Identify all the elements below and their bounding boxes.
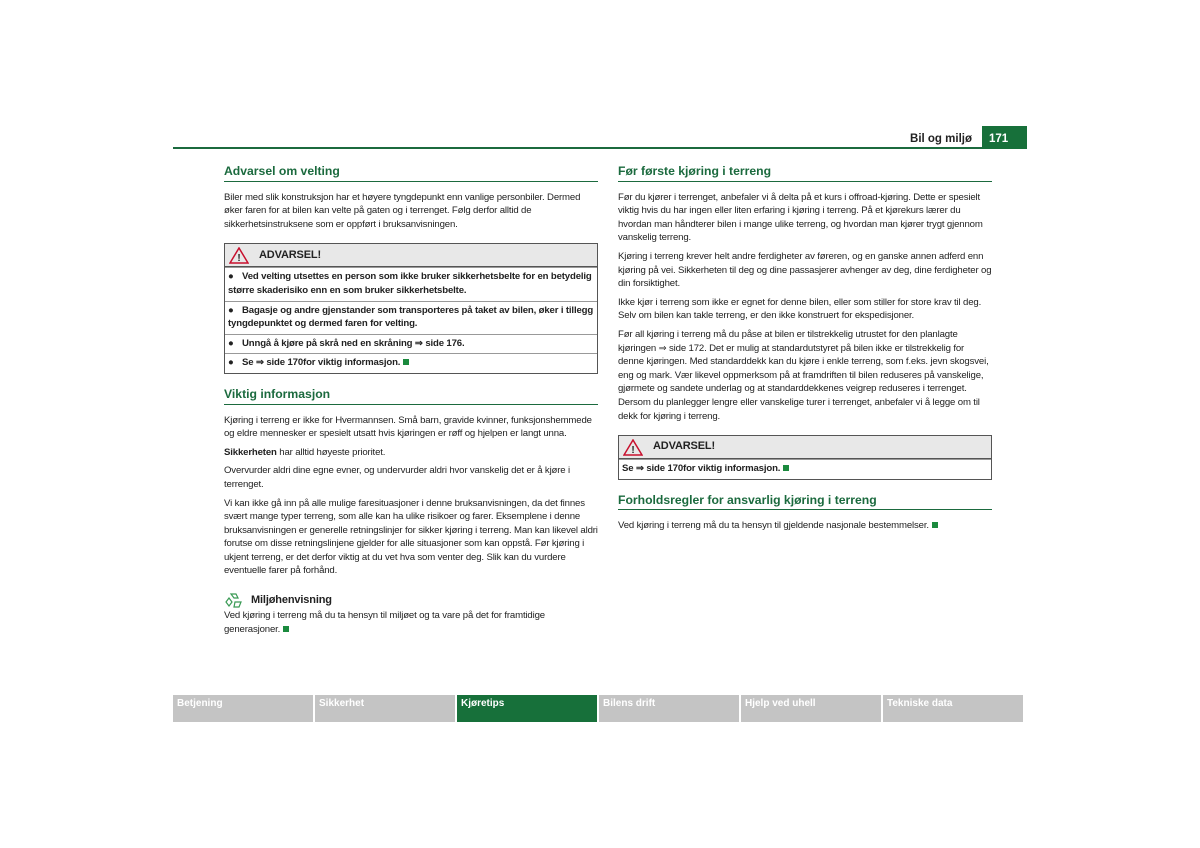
paragraph: Før all kjøring i terreng må du påse at bilen er tilstrekkelig utrustet for den planlagte kjøringen ⇒ side 172. Det er mulig at standardutstyret på bilen ikke er tilstrekkelig for denne kjøringen. Med standarddekk kan du kjøre i enkle terreng, som f.eks. jevn skogsvei, eng og mark. Vær likevel oppmerksom på at framdriften til bilen reduseres på vanskelige, gjørmete og sandete underlag og at standarddekkenes veigrep reduseres i terrenget. Dersom du planlegger lengre eller vanskelige turer i terrenget, anbefaler vi å legge om til dekk for kjøring i terreng. bbox=[618, 328, 989, 422]
chapter-tabs bbox=[173, 695, 1023, 722]
end-mark-icon bbox=[783, 465, 789, 471]
right-column bbox=[618, 165, 992, 538]
paragraph: Ved kjøring i terreng må du ta hensyn til miljøet og ta vare på det for framtidige generasjoner. bbox=[224, 610, 545, 635]
warning-title: ADVARSEL! bbox=[259, 248, 322, 261]
tab-hjelp-ved-uhell[interactable]: Hjelp ved uhell bbox=[741, 695, 881, 722]
warning-header bbox=[225, 244, 597, 267]
heading-for-forste-kjoring: Før første kjøring i terreng bbox=[618, 165, 992, 182]
warning-box bbox=[224, 243, 598, 374]
environment-note-header bbox=[224, 592, 598, 609]
heading-advarsel-om-velting: Advarsel om velting bbox=[224, 165, 598, 182]
end-mark-icon bbox=[932, 522, 938, 528]
warning-triangle-icon bbox=[623, 439, 643, 456]
tab-bilens-drift[interactable]: Bilens drift bbox=[599, 695, 739, 722]
left-column bbox=[224, 165, 598, 641]
paragraph: Kjøring i terreng krever helt andre ferdigheter av føreren, og en ganske annen adferd enn kjøring på vei. Sikkerheten til deg og dine passasjerer avhenger av deg, dine ferdigheter og din forsiktighet. bbox=[618, 250, 992, 290]
warning-item: ● Ved velting utsettes en person som ikke bruker sikkerhetsbelte for en betydelig større skaderisiko enn en som bruker sikkerhetsbelte. bbox=[225, 267, 597, 300]
paragraph: Biler med slik konstruksjon har et høyere tyngdepunkt enn vanlige personbiler. Dermed øker faren for at bilen kan velte på gaten og i terrenget. Følg derfor alltid de sikkerhetsinstruksene som er oppført i bruksanvisningen. bbox=[224, 191, 581, 230]
heading-forholdsregler: Forholdsregler for ansvarlig kjøring i terreng bbox=[618, 494, 992, 511]
tab-betjening[interactable]: Betjening bbox=[173, 695, 313, 722]
warning-title: ADVARSEL! bbox=[653, 440, 716, 453]
end-mark-icon bbox=[403, 359, 409, 365]
tab-sikkerhet[interactable]: Sikkerhet bbox=[315, 695, 455, 722]
warning-item: ● Bagasje og andre gjenstander som transporteres på taket av bilen, øker i tillegg tyngdepunktet og dermed faren for velting. bbox=[225, 301, 597, 334]
paragraph: Vi kan ikke gå inn på alle mulige faresituasjoner i denne bruksanvisningen, da det finnes svært mange typer terreng, som alle kan ha ulike risikoer og farer. Eksemplene i denne bruksanvisningen er generelle retningslinjer for sikker kjøring i terreng. Man kan likevel aldri forutse om disse retningslinjene gjelder for alle situasjoner som kan oppstå. Før kjøring i ukjent terreng, er det derfor viktig at du vet hva som venter deg. Slik kan du vurdere eventuelle farer på forhånd. bbox=[224, 497, 598, 577]
paragraph: Ikke kjør i terreng som ikke er egnet for denne bilen, eller som stiller for store krav til deg. Selv om bilen kan takle terreng, er den ikke konstruert for ekspedisjoner. bbox=[618, 296, 982, 322]
recycling-icon bbox=[224, 592, 243, 609]
warning-item: Se ⇒ side 170for viktig informasjon. bbox=[619, 459, 991, 479]
heading-viktig-informasjon: Viktig informasjon bbox=[224, 388, 598, 405]
section-title: Bil og miljø bbox=[910, 133, 972, 145]
paragraph: Ved kjøring i terreng må du ta hensyn til gjeldende nasjonale bestemmelser. bbox=[618, 519, 992, 533]
header-rule bbox=[173, 147, 982, 149]
end-mark-icon bbox=[283, 626, 289, 632]
environment-note-title: Miljøhenvisning bbox=[251, 593, 332, 606]
warning-box bbox=[618, 435, 992, 480]
paragraph: Før du kjører i terrenget, anbefaler vi å delta på et kurs i offroad-kjøring. Dette er spesielt viktig hvis du har ingen eller liten erfaring i kjøring i terreng. På et kjørekurs lærer du hvordan man håndterer bilen i mange ulike terreng, og hvordan man kjører trygt gjennom vanskelig terreng. bbox=[618, 191, 983, 244]
paragraph: Sikkerheten har alltid høyeste prioritet. bbox=[224, 446, 386, 458]
warning-triangle-icon bbox=[229, 247, 249, 264]
tab-kjoretips[interactable]: Kjøretips bbox=[457, 695, 597, 722]
svg-text:!: ! bbox=[237, 252, 241, 264]
paragraph: Kjøring i terreng er ikke for Hvermannsen. Små barn, gravide kvinner, funksjonshemmede og eldre mennesker er spesielt utsatt hvis kjøringen er røff og hjelpen er langt unna. bbox=[224, 414, 592, 440]
warning-header bbox=[619, 436, 991, 459]
warning-item: ● Unngå å kjøre på skrå ned en skråning ⇒ side 176. bbox=[225, 334, 597, 354]
paragraph: Overvurder aldri dine egne evner, og undervurder aldri hvor vanskelig det er å kjøre i terrenget. bbox=[224, 465, 570, 490]
tab-tekniske-data[interactable]: Tekniske data bbox=[883, 695, 1023, 722]
warning-item: ● Se ⇒ side 170for viktig informasjon. bbox=[225, 353, 597, 373]
page-number: 171 bbox=[982, 126, 1027, 149]
svg-text:!: ! bbox=[631, 444, 635, 456]
